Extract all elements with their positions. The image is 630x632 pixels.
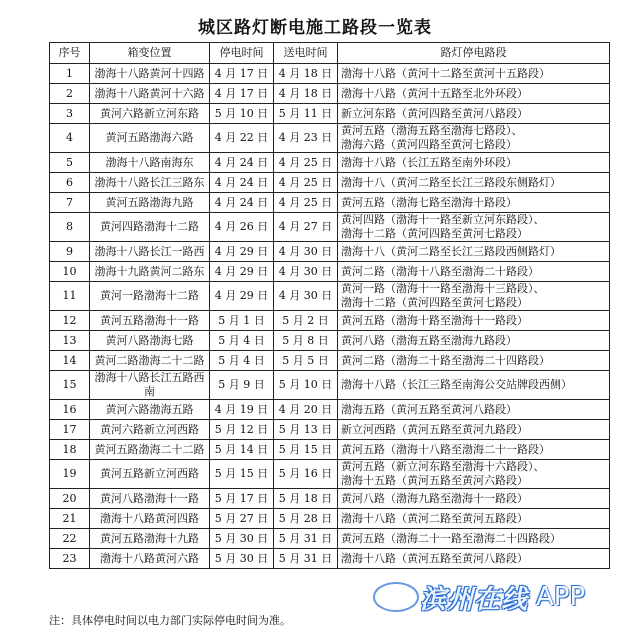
table-row — [50, 509, 610, 529]
table-row — [50, 242, 610, 262]
row-off-time: 5 月 30 日 — [210, 529, 274, 549]
row-location: 黄河五路渤海二十二路 — [90, 440, 210, 460]
table-row — [50, 193, 610, 213]
row-number: 1 — [50, 64, 90, 84]
row-number: 17 — [50, 420, 90, 440]
row-on-time: 5 月 31 日 — [274, 529, 338, 549]
table-row — [50, 311, 610, 331]
row-off-time: 5 月 9 日 — [210, 371, 274, 400]
row-off-time: 5 月 15 日 — [210, 460, 274, 489]
row-number: 10 — [50, 262, 90, 282]
row-section: 渤海十八路（长江三路至南海公交站牌段西侧） — [338, 371, 610, 400]
row-number: 3 — [50, 104, 90, 124]
row-section: 黄河二路（渤海十八路至渤海二十路段） — [338, 262, 610, 282]
row-off-time: 4 月 24 日 — [210, 153, 274, 173]
table-row — [50, 104, 610, 124]
row-location: 渤海十八路长江三路东 — [90, 173, 210, 193]
row-section: 黄河八路（渤海九路至渤海十一路段） — [338, 489, 610, 509]
row-on-time: 4 月 30 日 — [274, 282, 338, 311]
row-off-time: 4 月 29 日 — [210, 262, 274, 282]
row-section: 黄河五路（渤海七路至渤海十路段） — [338, 193, 610, 213]
table-row — [50, 400, 610, 420]
row-number: 18 — [50, 440, 90, 460]
row-section: 渤海十八路（黄河二路至黄河五路段） — [338, 509, 610, 529]
table-row — [50, 440, 610, 460]
row-section: 黄河五路（渤海二十一路至渤海二十四路段） — [338, 529, 610, 549]
table-body — [50, 64, 610, 569]
row-number: 6 — [50, 173, 90, 193]
row-on-time: 4 月 30 日 — [274, 242, 338, 262]
row-location: 黄河六路新立河东路 — [90, 104, 210, 124]
row-location: 渤海十八路南海东 — [90, 153, 210, 173]
row-location: 黄河五路渤海九路 — [90, 193, 210, 213]
table-row — [50, 371, 610, 400]
row-location: 渤海十八路长江一路西 — [90, 242, 210, 262]
table-row — [50, 549, 610, 569]
row-section: 渤海十八路（黄河十五路至北外环段） — [338, 84, 610, 104]
row-number: 13 — [50, 331, 90, 351]
row-section: 黄河一路（渤海十一路至渤海十三路段）、 渤海十二路（黄河四路至黄河七路段） — [338, 282, 610, 311]
row-on-time: 5 月 11 日 — [274, 104, 338, 124]
row-number: 5 — [50, 153, 90, 173]
row-section: 渤海十八路（黄河五路至黄河八路段） — [338, 549, 610, 569]
row-on-time: 5 月 2 日 — [274, 311, 338, 331]
row-on-time: 4 月 25 日 — [274, 193, 338, 213]
row-number: 21 — [50, 509, 90, 529]
row-section: 渤海十八路（长江五路至南外环段） — [338, 153, 610, 173]
row-off-time: 5 月 17 日 — [210, 489, 274, 509]
row-on-time: 5 月 5 日 — [274, 351, 338, 371]
row-off-time: 5 月 4 日 — [210, 331, 274, 351]
table-row — [50, 213, 610, 242]
row-on-time: 4 月 18 日 — [274, 84, 338, 104]
watermark-text: 滨州在线 — [420, 584, 529, 615]
row-number: 16 — [50, 400, 90, 420]
table-header-row — [50, 43, 610, 64]
row-location: 黄河一路渤海十二路 — [90, 282, 210, 311]
header-off-time: 停电时间 — [210, 43, 274, 64]
row-number: 8 — [50, 213, 90, 242]
row-off-time: 4 月 29 日 — [210, 282, 274, 311]
table-row — [50, 173, 610, 193]
row-number: 11 — [50, 282, 90, 311]
row-off-time: 4 月 17 日 — [210, 84, 274, 104]
row-on-time: 4 月 25 日 — [274, 153, 338, 173]
row-section: 黄河八路（渤海五路至渤海九路段） — [338, 331, 610, 351]
row-off-time: 5 月 14 日 — [210, 440, 274, 460]
row-section: 渤海五路（黄河五路至黄河八路段） — [338, 400, 610, 420]
row-on-time: 4 月 30 日 — [274, 262, 338, 282]
row-location: 黄河二路渤海二十二路 — [90, 351, 210, 371]
row-location: 黄河五路渤海十九路 — [90, 529, 210, 549]
header-location: 箱变位置 — [90, 43, 210, 64]
row-section: 渤海十八（黄河二路至长江三路段西侧路灯） — [338, 242, 610, 262]
table-row — [50, 420, 610, 440]
row-on-time: 4 月 18 日 — [274, 64, 338, 84]
row-number: 2 — [50, 84, 90, 104]
row-number: 12 — [50, 311, 90, 331]
row-on-time: 5 月 31 日 — [274, 549, 338, 569]
watermark — [372, 577, 622, 617]
row-off-time: 5 月 10 日 — [210, 104, 274, 124]
row-number: 23 — [50, 549, 90, 569]
row-on-time: 5 月 13 日 — [274, 420, 338, 440]
row-number: 14 — [50, 351, 90, 371]
row-location: 黄河六路渤海五路 — [90, 400, 210, 420]
row-on-time: 5 月 15 日 — [274, 440, 338, 460]
row-off-time: 4 月 26 日 — [210, 213, 274, 242]
row-section: 黄河五路（渤海五路至渤海七路段）、 渤海六路（黄河四路至黄河七路段） — [338, 124, 610, 153]
row-section: 黄河四路（渤海十一路至新立河东路段）、 渤海十二路（黄河四路至黄河七路段） — [338, 213, 610, 242]
row-section: 渤海十八（黄河二路至长江三路段东侧路灯） — [338, 173, 610, 193]
table-row — [50, 262, 610, 282]
row-on-time: 4 月 23 日 — [274, 124, 338, 153]
row-section: 渤海十八路（黄河十二路至黄河十五路段） — [338, 64, 610, 84]
row-on-time: 4 月 27 日 — [274, 213, 338, 242]
row-off-time: 5 月 4 日 — [210, 351, 274, 371]
row-on-time: 5 月 18 日 — [274, 489, 338, 509]
row-off-time: 4 月 29 日 — [210, 242, 274, 262]
row-on-time: 4 月 25 日 — [274, 173, 338, 193]
row-off-time: 5 月 27 日 — [210, 509, 274, 529]
row-section: 黄河五路（渤海十路至渤海十一路段） — [338, 311, 610, 331]
row-location: 黄河六路新立河西路 — [90, 420, 210, 440]
table-row — [50, 153, 610, 173]
row-location: 渤海十八路黄河六路 — [90, 549, 210, 569]
row-off-time: 4 月 19 日 — [210, 400, 274, 420]
row-off-time: 4 月 24 日 — [210, 173, 274, 193]
table-row — [50, 64, 610, 84]
header-on-time: 送电时间 — [274, 43, 338, 64]
row-off-time: 4 月 17 日 — [210, 64, 274, 84]
row-number: 9 — [50, 242, 90, 262]
row-number: 19 — [50, 460, 90, 489]
row-section: 黄河五路（新立河东路至渤海十六路段）、 渤海十五路（黄河五路至黄河六路段） — [338, 460, 610, 489]
row-location: 黄河四路渤海十二路 — [90, 213, 210, 242]
row-number: 20 — [50, 489, 90, 509]
watermark-app: APP — [536, 582, 586, 612]
outage-table — [49, 42, 610, 569]
row-location: 渤海十八路黄河十四路 — [90, 64, 210, 84]
footnote: 注：具体停电时间以电力部门实际停电时间为准。 — [49, 614, 291, 627]
row-location: 渤海十九路黄河二路东 — [90, 262, 210, 282]
row-section: 新立河东路（黄河四路至黄河八路段） — [338, 104, 610, 124]
row-on-time: 4 月 20 日 — [274, 400, 338, 420]
row-location: 黄河五路新立河西路 — [90, 460, 210, 489]
table-row — [50, 331, 610, 351]
row-location: 黄河五路渤海十一路 — [90, 311, 210, 331]
row-section: 黄河五路（渤海十八路至渤海二十一路段） — [338, 440, 610, 460]
binzhou-online-logo-icon — [372, 580, 420, 614]
table-row — [50, 460, 610, 489]
row-number: 15 — [50, 371, 90, 400]
row-location: 黄河八路渤海十一路 — [90, 489, 210, 509]
row-on-time: 5 月 10 日 — [274, 371, 338, 400]
table-row — [50, 489, 610, 509]
row-off-time: 4 月 24 日 — [210, 193, 274, 213]
row-location: 黄河八路渤海七路 — [90, 331, 210, 351]
row-section: 黄河二路（渤海二十路至渤海二十四路段） — [338, 351, 610, 371]
row-off-time: 4 月 22 日 — [210, 124, 274, 153]
row-on-time: 5 月 16 日 — [274, 460, 338, 489]
table-row — [50, 351, 610, 371]
table-row — [50, 529, 610, 549]
row-location: 渤海十八路黄河十六路 — [90, 84, 210, 104]
row-location: 渤海十八路黄河四路 — [90, 509, 210, 529]
row-section: 新立河西路（黄河五路至黄河九路段） — [338, 420, 610, 440]
table-row — [50, 124, 610, 153]
row-location: 渤海十八路长江五路西 南 — [90, 371, 210, 400]
row-off-time: 5 月 12 日 — [210, 420, 274, 440]
row-on-time: 5 月 8 日 — [274, 331, 338, 351]
row-on-time: 5 月 28 日 — [274, 509, 338, 529]
table-row — [50, 282, 610, 311]
header-section: 路灯停电路段 — [338, 43, 610, 64]
table-row — [50, 84, 610, 104]
header-no: 序号 — [50, 43, 90, 64]
page-title: 城区路灯断电施工路段一览表 — [198, 18, 432, 38]
row-off-time: 5 月 1 日 — [210, 311, 274, 331]
row-off-time: 5 月 30 日 — [210, 549, 274, 569]
row-number: 4 — [50, 124, 90, 153]
row-location: 黄河五路渤海六路 — [90, 124, 210, 153]
row-number: 22 — [50, 529, 90, 549]
row-number: 7 — [50, 193, 90, 213]
